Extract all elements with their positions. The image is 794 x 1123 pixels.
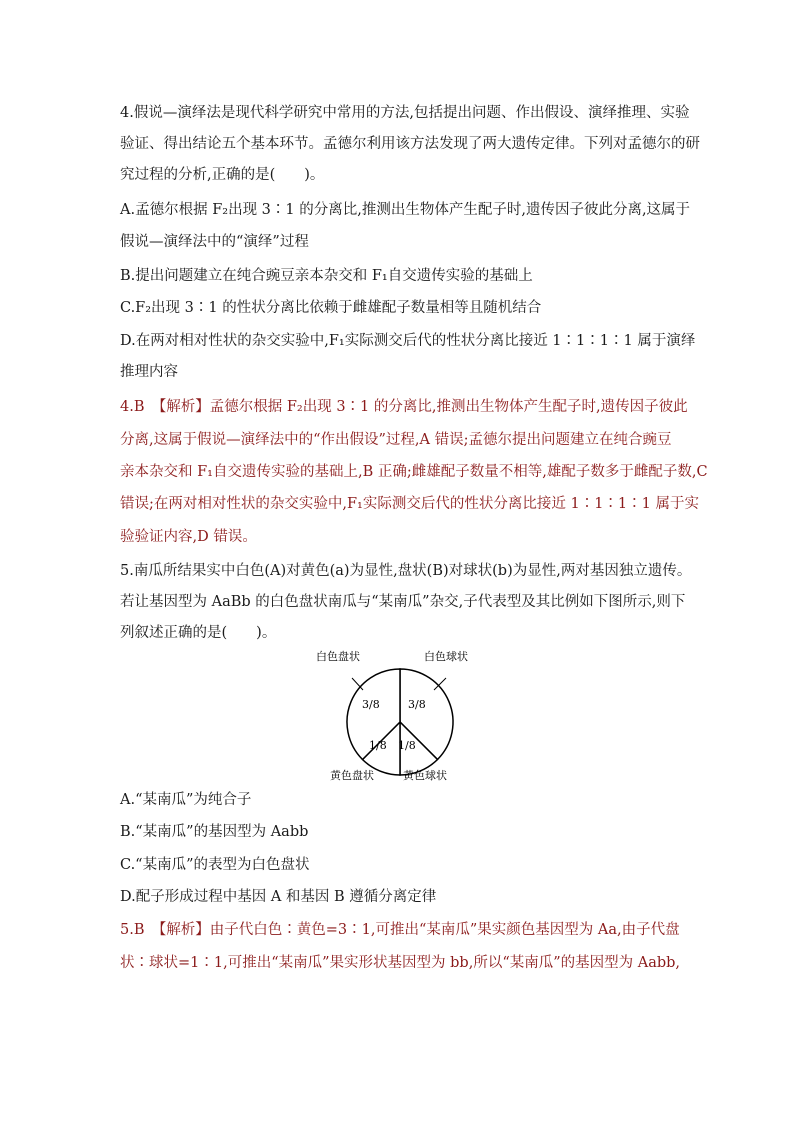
label-white-disc: 白色盘状 [316, 650, 360, 663]
label-yellow-ball: 黄色球状 [403, 769, 447, 782]
label-yellow-disc: 黄色盘状 [330, 769, 374, 782]
value-yellow-ball: 1/8 [398, 739, 416, 752]
q5-option-a: A.“某南瓜”为纯合子 [120, 792, 252, 808]
q5-stem-line-1: 5.南瓜所结果实中白色(A)对黄色(a)为显性,盘状(B)对球状(b)为显性,两对基因独立遗传。 [120, 563, 692, 579]
value-white-disc: 3/8 [362, 698, 380, 711]
q5-option-b: B.“某南瓜”的基因型为 Aabb [120, 824, 309, 840]
q4-answer-line-2: 分离,这属于假说—演绎法中的“作出假设”过程,A 错误;孟德尔提出问题建立在纯合豌豆 [120, 432, 672, 448]
leader-white-disc [352, 678, 363, 690]
q4-option-a-line-1: A.孟德尔根据 F₂出现 3∶1 的分离比,推测出生物体产生配子时,遗传因子彼此分离,这属于 [120, 202, 691, 218]
q4-stem-line-3: 究过程的分析,正确的是( )。 [120, 167, 325, 183]
pie-chart [316, 646, 486, 786]
q4-answer-line-4: 错误;在两对相对性状的杂交实验中,F₁实际测交后代的性状分离比接近 1∶1∶1∶1 属于实 [120, 496, 699, 512]
q5-answer-line-1: 5.B 【解析】由子代白色∶黄色=3∶1,可推出“某南瓜”果实颜色基因型为 Aa,由子代盘 [120, 922, 680, 938]
label-white-ball: 白色球状 [424, 650, 468, 663]
q4-option-a-line-2: 假说—演绎法中的“演绎”过程 [120, 234, 309, 250]
q4-stem-line-2: 验证、得出结论五个基本环节。孟德尔利用该方法发现了两大遗传定律。下列对孟德尔的研 [120, 136, 700, 152]
q4-answer-line-5: 验验证内容,D 错误。 [120, 529, 257, 545]
q4-option-b: B.提出问题建立在纯合豌豆亲本杂交和 F₁自交遗传实验的基础上 [120, 268, 533, 284]
q5-stem-line-3: 列叙述正确的是( )。 [120, 625, 277, 641]
q4-option-d-line-2: 推理内容 [120, 364, 178, 380]
q5-answer-line-2: 状∶球状=1∶1,可推出“某南瓜”果实形状基因型为 bb,所以“某南瓜”的基因型为 Aabb, [120, 955, 681, 971]
value-white-ball: 3/8 [408, 698, 426, 711]
q4-answer-line-3: 亲本杂交和 F₁自交遗传实验的基础上,B 正确;雌雄配子数量不相等,雄配子数多于雌配子数,C [120, 464, 708, 480]
q5-option-d: D.配子形成过程中基因 A 和基因 B 遵循分离定律 [120, 889, 437, 905]
q4-option-d-line-1: D.在两对相对性状的杂交实验中,F₁实际测交后代的性状分离比接近 1∶1∶1∶1 属于演绎 [120, 333, 696, 349]
q4-stem-line-1: 4.假说—演绎法是现代科学研究中常用的方法,包括提出问题、作出假设、演绎推理、实验 [120, 105, 690, 121]
q4-answer-line-1: 4.B 【解析】孟德尔根据 F₂出现 3∶1 的分离比,推测出生物体产生配子时,遗传因子彼此 [120, 399, 688, 415]
q5-option-c: C.“某南瓜”的表型为白色盘状 [120, 857, 310, 873]
q5-stem-line-2: 若让基因型为 AaBb 的白色盘状南瓜与“某南瓜”杂交,子代表型及其比例如下图所示,则下 [120, 594, 686, 610]
value-yellow-disc: 1/8 [369, 739, 387, 752]
q4-option-c: C.F₂出现 3∶1 的性状分离比依赖于雌雄配子数量相等且随机结合 [120, 300, 542, 316]
